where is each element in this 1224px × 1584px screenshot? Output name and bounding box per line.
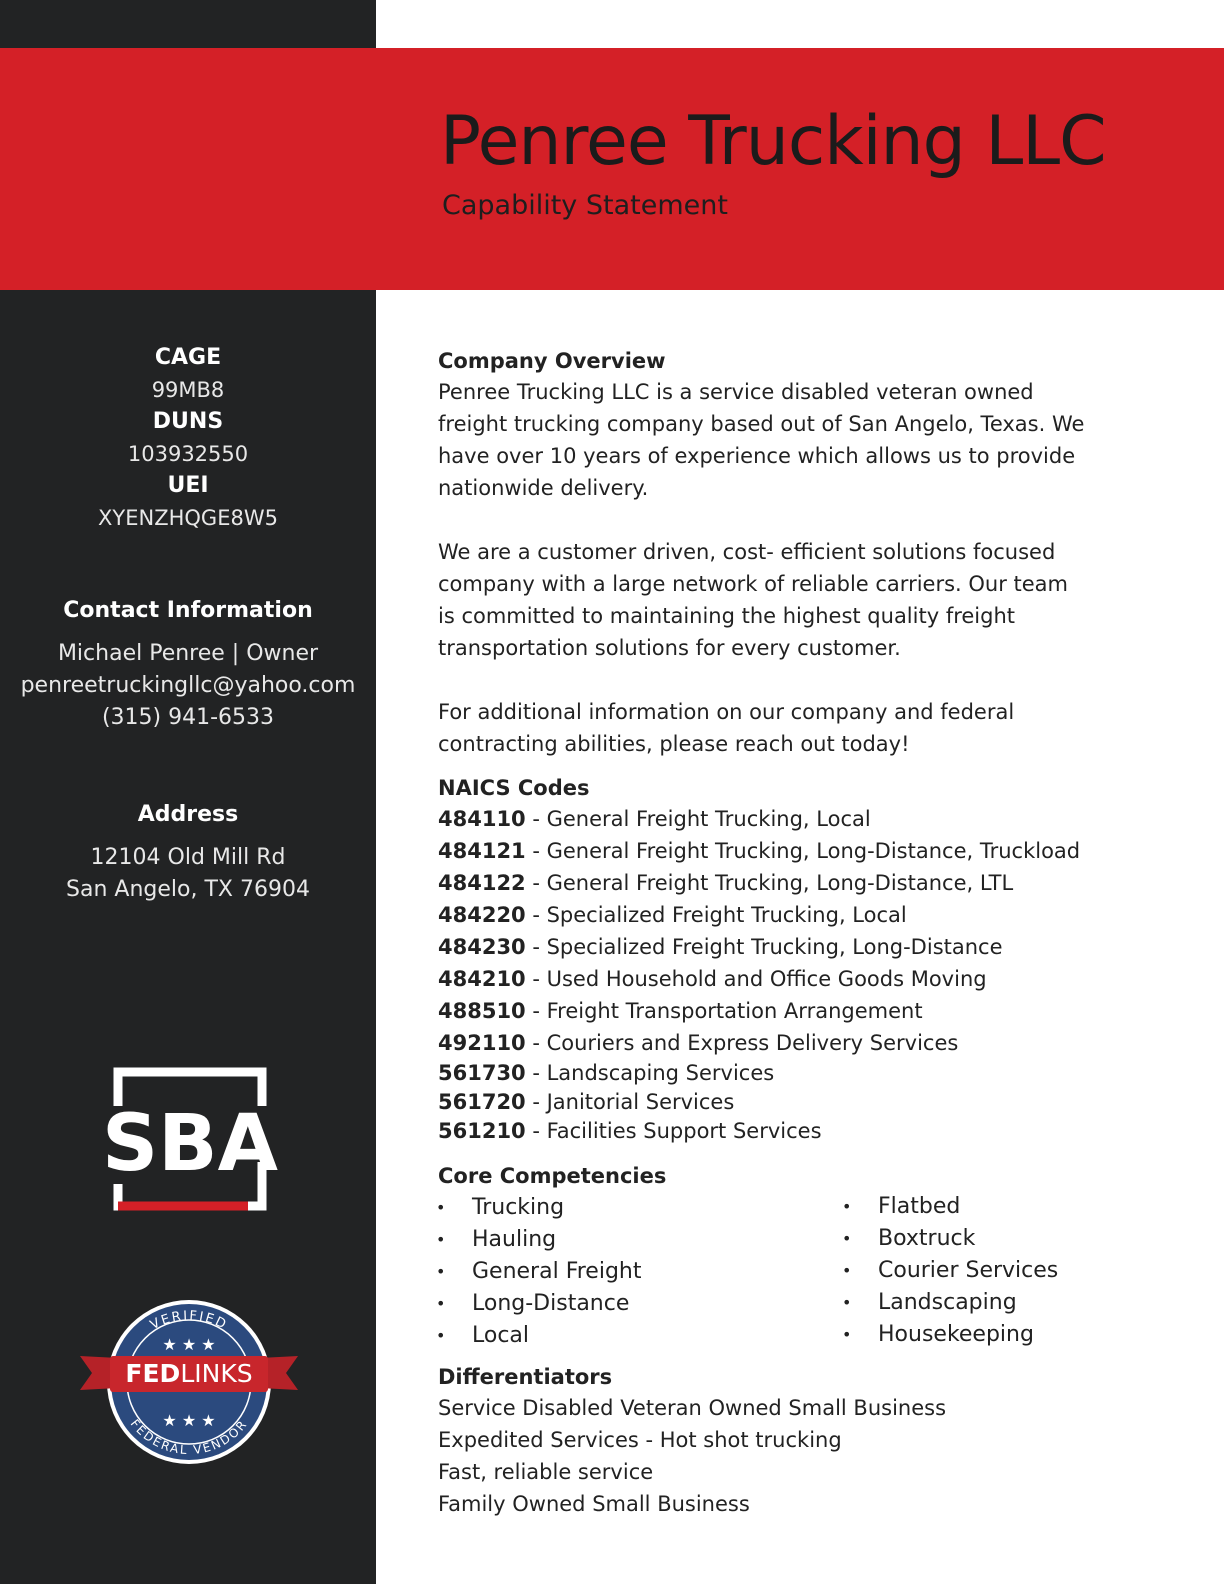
bullet-icon: • — [436, 1326, 446, 1345]
core-competencies-heading-wrap — [438, 1161, 1138, 1191]
bullet-icon: • — [436, 1198, 446, 1217]
naics-item — [438, 1088, 1138, 1117]
bullet-icon: • — [436, 1294, 446, 1313]
badge-bottom-text: FEDERAL VENDOR — [127, 1416, 251, 1458]
list-item — [842, 1319, 1034, 1351]
uei-value: XYENZHQGE8W5 — [98, 506, 278, 530]
contact-email[interactable]: penreetruckingllc@yahoo.com — [20, 673, 356, 698]
address-city: San Angelo, TX 76904 — [66, 877, 310, 902]
text-line: contracting abilities, please reach out today! — [438, 732, 910, 756]
bullet-icon: • — [842, 1261, 852, 1280]
overview-paragraph-1 — [438, 376, 1138, 504]
naics-code: 561210 — [438, 1119, 526, 1143]
naics-code: 484110 — [438, 807, 526, 831]
text-line: Penree Trucking LLC is a service disabled veteran owned — [438, 380, 1034, 404]
competency-label: Landscaping — [878, 1290, 1017, 1315]
svg-text:★ ★ ★: ★ ★ ★ — [162, 1411, 216, 1430]
text-line: For additional information on our company and federal — [438, 700, 1015, 724]
naics-code: 561730 — [438, 1061, 526, 1085]
competency-label: Boxtruck — [878, 1226, 976, 1251]
contact-name: Michael Penree | Owner — [57, 641, 319, 666]
sba-logo-icon — [90, 1066, 290, 1216]
contact-phone[interactable]: (315) 941-6533 — [101, 705, 275, 730]
naics-description: - General Freight Trucking, Long-Distance, LTL — [525, 871, 1014, 895]
naics-codes-section — [438, 773, 1138, 1146]
bullet-icon: • — [842, 1197, 852, 1216]
list-item — [436, 1288, 629, 1320]
naics-item — [438, 1117, 1138, 1146]
differentiator-item: Fast, reliable service — [438, 1460, 654, 1484]
naics-description: - Freight Transportation Arrangement — [525, 999, 923, 1023]
uei-label: UEI — [167, 473, 209, 498]
list-item — [436, 1320, 529, 1352]
naics-item — [438, 835, 1138, 867]
text-line: is committed to maintaining the highest quality freight — [438, 604, 1016, 628]
list-item — [436, 1192, 564, 1224]
address-block — [0, 800, 376, 906]
naics-description: - Specialized Freight Trucking, Local — [525, 903, 907, 927]
naics-item — [438, 1027, 1138, 1059]
differentiator-item: Service Disabled Veteran Owned Small Business — [438, 1396, 947, 1420]
naics-item — [438, 963, 1138, 995]
list-item — [842, 1287, 1017, 1319]
overview-heading: Company Overview — [438, 349, 666, 373]
text-line: nationwide delivery. — [438, 476, 649, 500]
competency-label: Long-Distance — [472, 1291, 630, 1316]
duns-label: DUNS — [152, 409, 224, 434]
differentiator-item: Family Owned Small Business — [438, 1492, 750, 1516]
bullet-icon: • — [436, 1262, 446, 1281]
company-title: Penree Trucking LLC — [440, 102, 1106, 181]
address-heading: Address — [137, 802, 239, 827]
duns-value: 103932550 — [127, 442, 249, 466]
naics-item — [438, 1059, 1138, 1088]
naics-description: - General Freight Trucking, Long-Distance, Truckload — [525, 839, 1081, 863]
competency-label: Hauling — [472, 1227, 557, 1252]
naics-description: - Specialized Freight Trucking, Long-Distance — [525, 935, 1003, 959]
naics-code: 488510 — [438, 999, 526, 1023]
company-overview — [438, 346, 1138, 760]
document-subtitle: Capability Statement — [442, 190, 728, 221]
list-item — [436, 1256, 642, 1288]
list-item — [842, 1223, 975, 1255]
list-item — [842, 1191, 960, 1223]
text-line: transportation solutions for every customer. — [438, 636, 901, 660]
competency-label: Courier Services — [878, 1258, 1059, 1283]
svg-text:★ ★ ★: ★ ★ ★ — [162, 1335, 216, 1354]
badge-top-text: VERIFIED — [148, 1308, 230, 1334]
text-line: We are a customer driven, cost- efficient solutions focused — [438, 540, 1056, 564]
competency-label: General Freight — [472, 1259, 642, 1284]
naics-item — [438, 931, 1138, 963]
bullet-icon: • — [842, 1293, 852, 1312]
fedlinks-badge-icon — [78, 1296, 300, 1468]
competency-label: Trucking — [472, 1195, 565, 1220]
naics-item — [438, 867, 1138, 899]
contact-heading: Contact Information — [63, 598, 313, 623]
naics-code: 484220 — [438, 903, 526, 927]
naics-description: - Janitorial Services — [525, 1090, 735, 1114]
bullet-icon: • — [842, 1229, 852, 1248]
naics-description: - Facilities Support Services — [525, 1119, 822, 1143]
naics-code: 561720 — [438, 1090, 526, 1114]
cage-label: CAGE — [154, 345, 222, 370]
badge-word-light: LINKS — [180, 1359, 253, 1388]
contact-information — [0, 596, 376, 734]
differentiators-heading: Differentiators — [438, 1365, 613, 1389]
bullet-icon: • — [436, 1230, 446, 1249]
svg-text:FEDLINKS — [125, 1359, 252, 1388]
naics-description: - Couriers and Express Delivery Services — [525, 1031, 959, 1055]
competencies-heading: Core Competencies — [438, 1164, 667, 1188]
text-line: have over 10 years of experience which allows us to provide — [438, 444, 1076, 468]
naics-code: 484122 — [438, 871, 526, 895]
naics-code: 484210 — [438, 967, 526, 991]
competency-label: Local — [472, 1323, 530, 1348]
bullet-icon: • — [842, 1325, 852, 1344]
competency-label: Housekeeping — [878, 1322, 1034, 1347]
text-line: freight trucking company based out of San Angelo, Texas. We — [438, 412, 1085, 436]
list-item — [436, 1224, 556, 1256]
sba-logo-text: SBA — [102, 1099, 278, 1189]
cage-value: 99MB8 — [151, 378, 225, 402]
naics-item — [438, 899, 1138, 931]
badge-word-bold: FED — [125, 1359, 181, 1388]
naics-description: - General Freight Trucking, Local — [525, 807, 871, 831]
naics-code: 484230 — [438, 935, 526, 959]
differentiator-item: Expedited Services - Hot shot trucking — [438, 1428, 842, 1452]
naics-item — [438, 995, 1138, 1027]
list-item — [842, 1255, 1058, 1287]
naics-item — [438, 803, 1138, 835]
overview-paragraph-2 — [438, 536, 1138, 664]
company-identifiers — [0, 342, 376, 534]
overview-paragraph-3 — [438, 696, 1138, 760]
text-line: company with a large network of reliable carriers. Our team — [438, 572, 1069, 596]
naics-description: - Landscaping Services — [525, 1061, 775, 1085]
differentiators-section — [438, 1362, 1138, 1520]
competency-label: Flatbed — [878, 1194, 961, 1219]
address-street: 12104 Old Mill Rd — [90, 845, 286, 870]
naics-description: - Used Household and Office Goods Moving — [525, 967, 987, 991]
naics-heading: NAICS Codes — [438, 776, 590, 800]
naics-code: 492110 — [438, 1031, 526, 1055]
naics-code: 484121 — [438, 839, 526, 863]
